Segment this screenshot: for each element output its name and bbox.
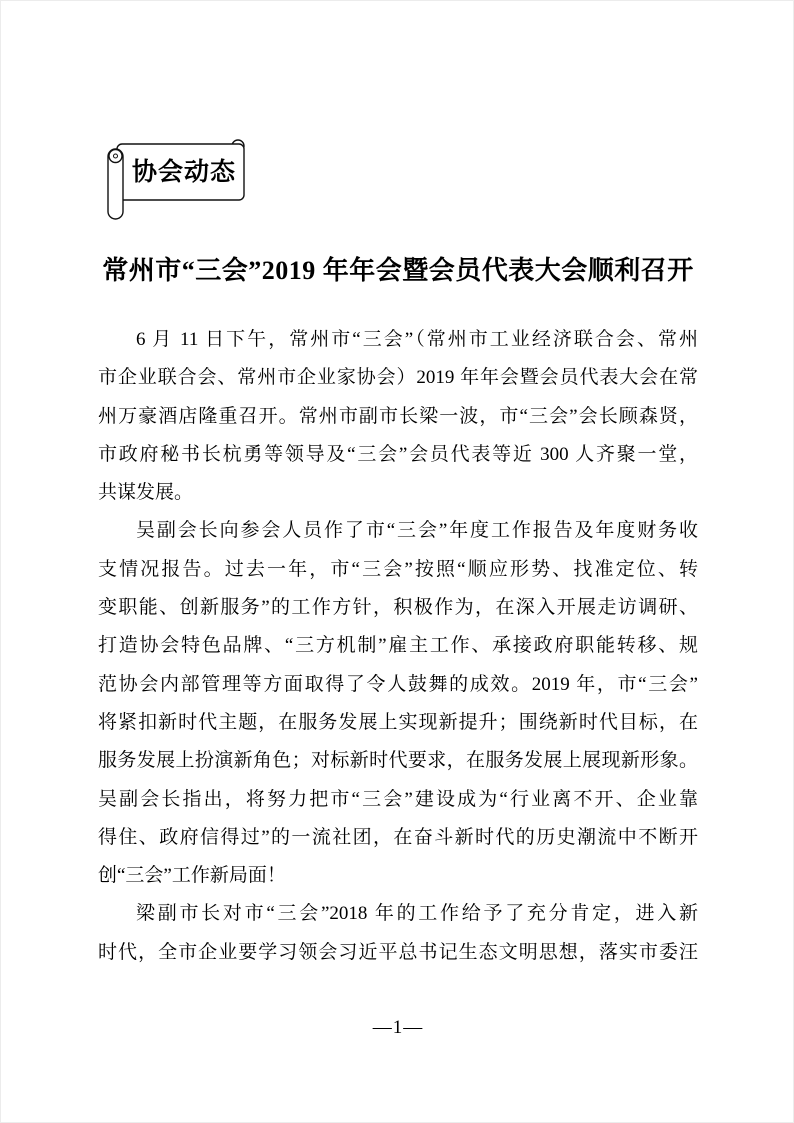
text-line: 市企业联合会、常州市企业家协会）2019 年年会暨会员代表大会在常 (98, 367, 698, 389)
section-banner-label: 协会动态 (131, 158, 236, 186)
text-line: 创“三会”工作新局面！ (98, 865, 286, 887)
paragraph-1 (98, 321, 698, 512)
article-body (98, 321, 698, 972)
text-line: 服务发展上扮演新角色；对标新时代要求，在服务发展上展现新形象。 (98, 750, 698, 772)
text-line: 将紧扣新时代主题，在服务发展上实现新提升；围绕新时代目标，在 (98, 711, 698, 733)
text-line: 吴副会长向参会人员作了市“三会”年度工作报告及年度财务收 (136, 520, 698, 542)
text-line: 打造协会特色品牌、“三方机制”雇主工作、承接政府职能转移、规 (98, 635, 698, 657)
text-line: 梁副市长对市“三会”2018 年的工作给予了充分肯定，进入新 (136, 903, 698, 925)
text-line: 变职能、创新服务”的工作方针，积极作为，在深入开展走访调研、 (98, 597, 698, 619)
text-line: 共谋发展。 (98, 482, 194, 504)
text-line: 时代，全市企业要学习领会习近平总书记生态文明思想，落实市委汪 (98, 941, 698, 963)
section-banner (104, 136, 252, 224)
text-line: 州万豪酒店隆重召开。常州市副市长梁一波，市“三会”会长顾森贤， (98, 405, 698, 427)
paragraph-3 (98, 895, 698, 972)
text-line: 市政府秘书长杭勇等领导及“三会”会员代表等近 300 人齐聚一堂， (98, 443, 698, 465)
text-line: 范协会内部管理等方面取得了令人鼓舞的成效。2019 年，市“三会” (98, 673, 698, 695)
text-line: 支情况报告。过去一年，市“三会”按照“顺应形势、找准定位、转 (98, 558, 698, 580)
article-title: 常州市“三会”2019 年年会暨会员代表大会顺利召开 (102, 256, 694, 285)
paragraph-2 (98, 512, 698, 895)
text-line: 6 月 11 日下午，常州市“三会”（常州市工业经济联合会、常州 (136, 329, 698, 350)
page-number: —1— (372, 1017, 424, 1038)
text-line: 得住、政府信得过”的一流社团，在奋斗新时代的历史潮流中不断开 (98, 826, 698, 848)
text-line: 吴副会长指出，将努力把市“三会”建设成为“行业离不开、企业靠 (98, 788, 698, 810)
